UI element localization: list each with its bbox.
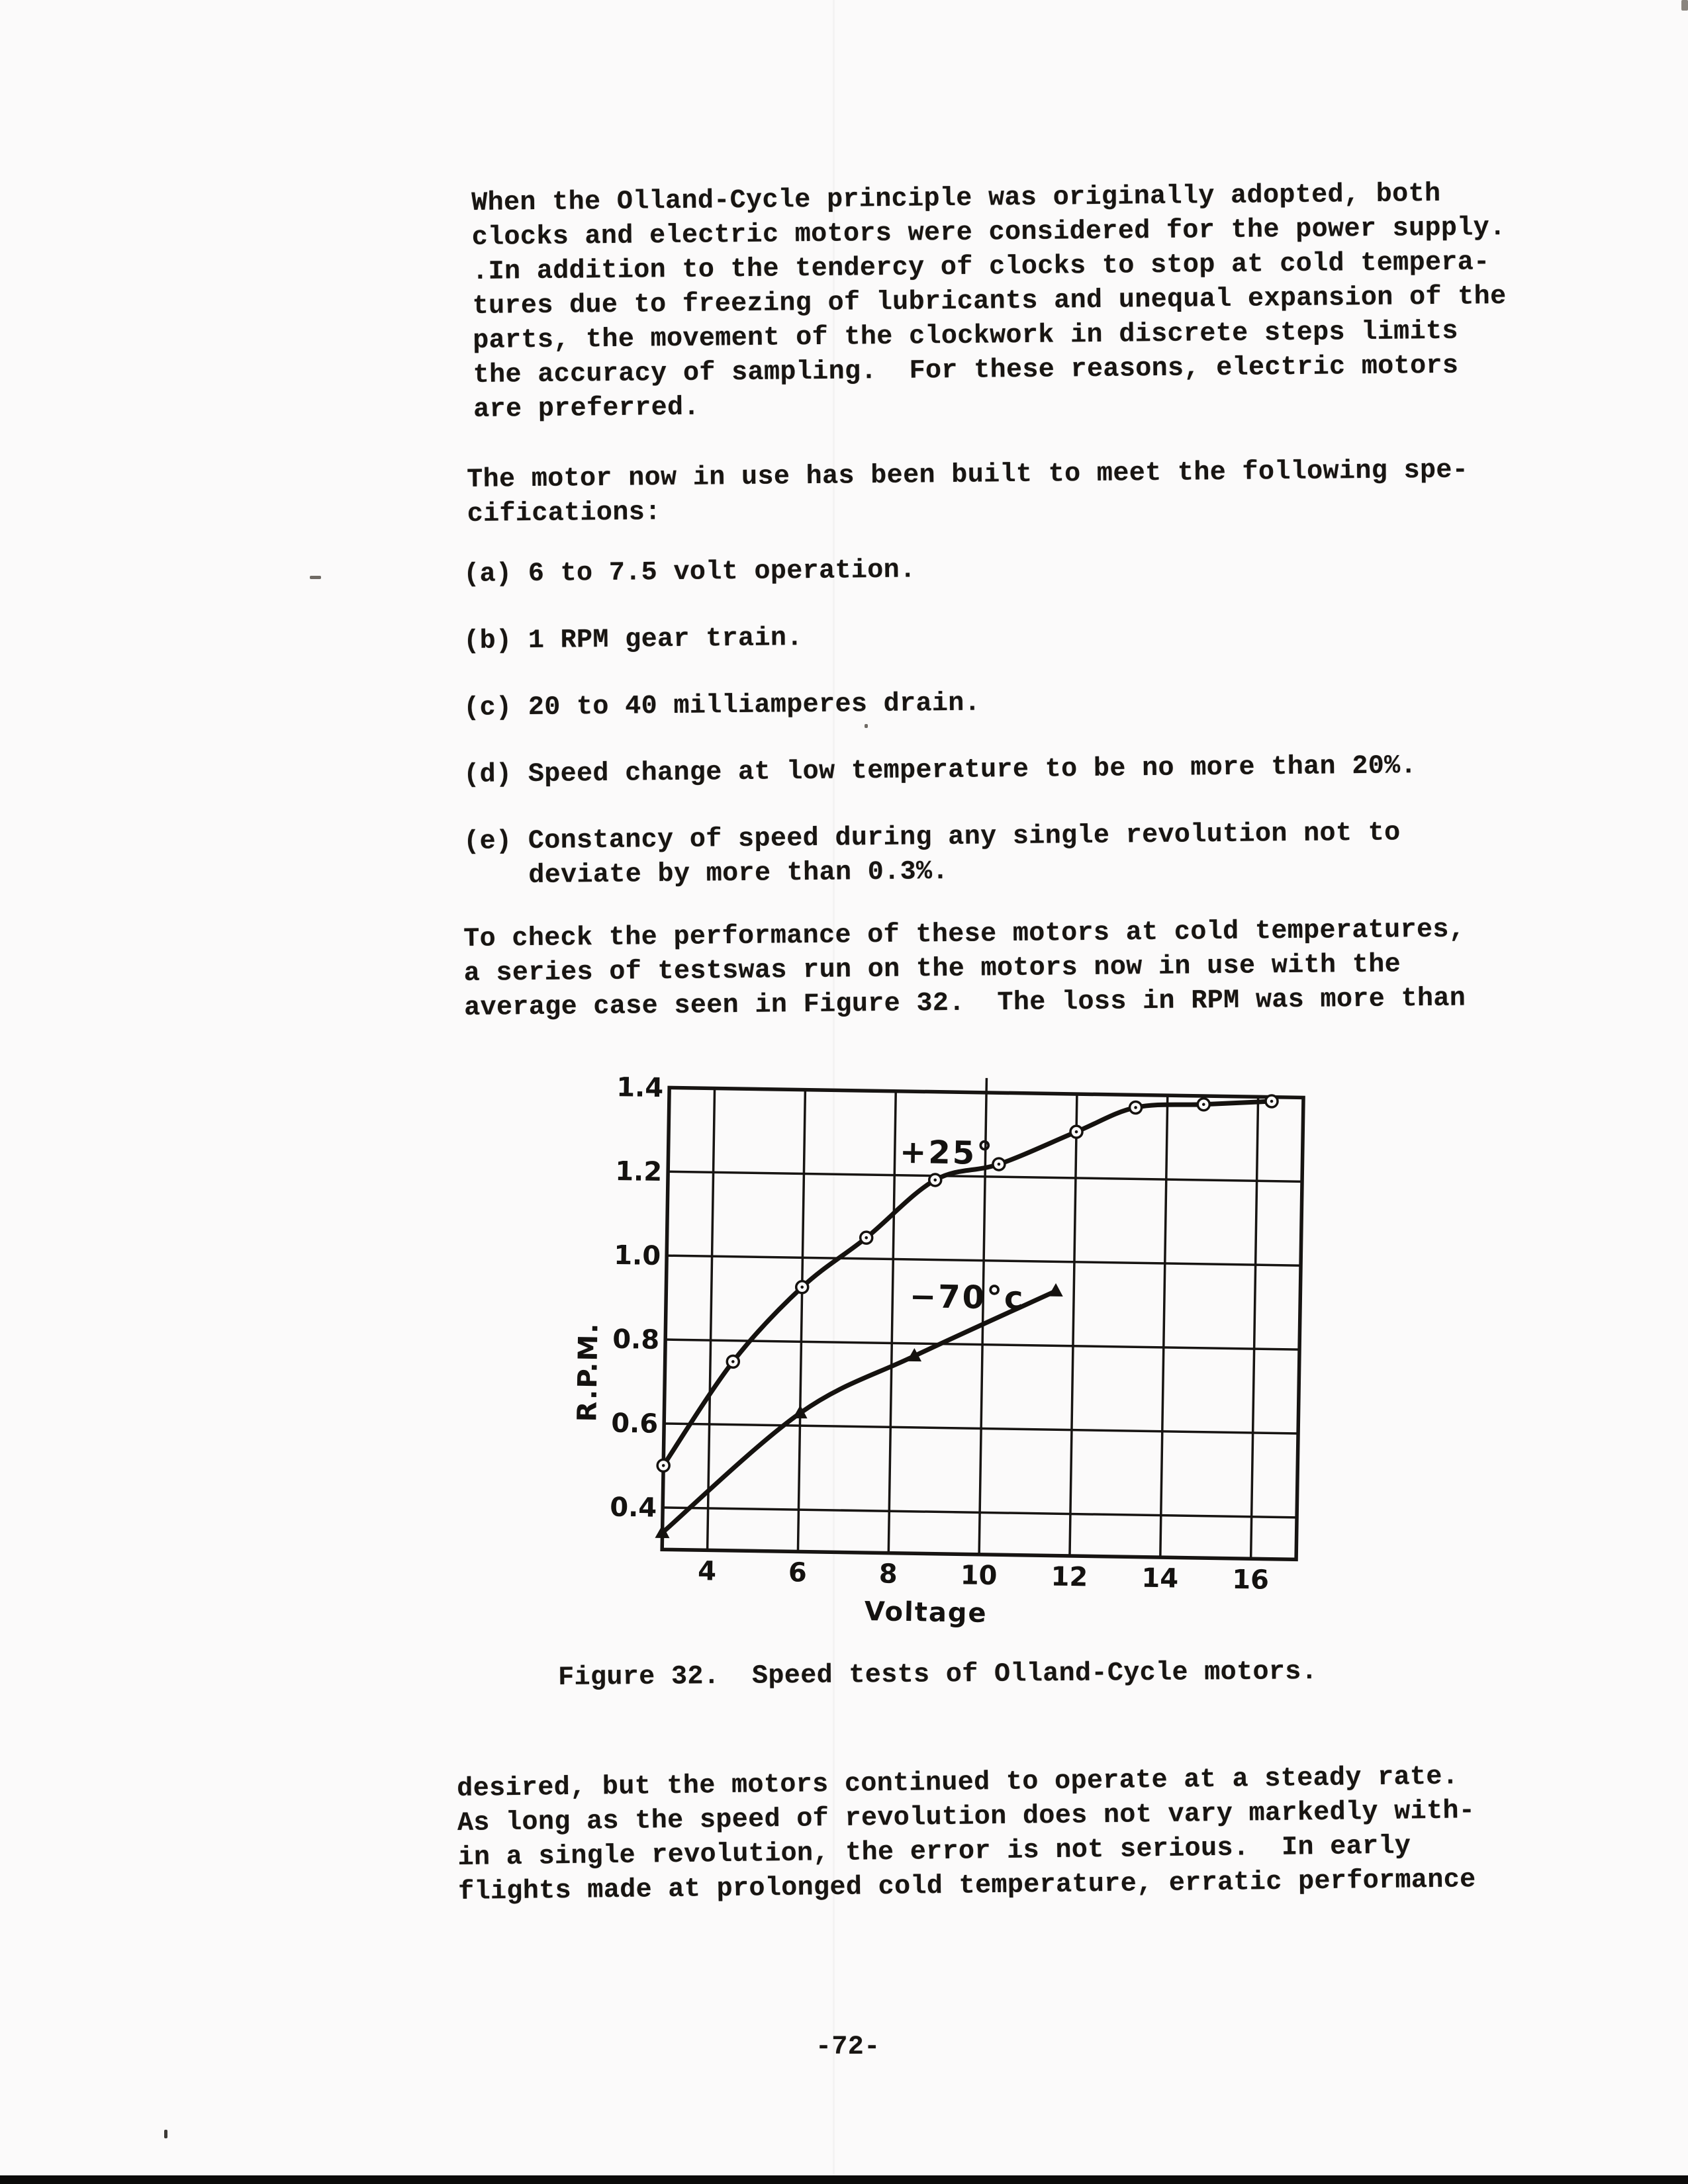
text-line: .In addition to the tendercy of clocks to stop at cold tempera- — [472, 248, 1490, 287]
spec-item-a: (a) 6 to 7.5 volt operation. — [463, 555, 916, 590]
text-line: a series of testswas run on the motors now in use with the — [463, 950, 1401, 989]
text-line: tures due to freezing of lubricants and unequal expansion of the — [472, 282, 1507, 322]
scan-streak — [833, 0, 835, 2184]
gridline-vertical — [888, 1091, 896, 1553]
text-line: As long as the speed of revolution does not vary markedly with- — [457, 1796, 1476, 1839]
text-line: clocks and electric motors were considered for the power supply. — [471, 213, 1506, 253]
gridline-vertical — [708, 1088, 715, 1550]
text-line: parts, the movement of the clockwork in discrete steps limits — [473, 316, 1459, 356]
ink-speck — [865, 724, 868, 728]
text-line: cifications: — [467, 498, 661, 529]
series-label: −70°c — [909, 1278, 1025, 1317]
paragraph-olland-cycle-intro — [471, 177, 1507, 428]
text-line: are preferred. — [473, 392, 700, 425]
gridline-vertical — [1070, 1094, 1077, 1556]
page-number: -72- — [816, 2032, 880, 2062]
figure-caption: Figure 32. Speed tests of Olland-Cycle motors. — [558, 1657, 1318, 1693]
text-line: To check the performance of these motors at cold temperatures, — [463, 915, 1466, 954]
ink-speck — [310, 576, 321, 579]
ink-speck — [164, 2130, 167, 2138]
figure-32-chart — [565, 1052, 1329, 1646]
x-tick-label: 4 — [697, 1556, 717, 1587]
text-line: the accuracy of sampling. For these reasons, electric motors — [473, 351, 1459, 390]
text-line: desired, but the motors continued to operate at a steady rate. — [457, 1762, 1459, 1804]
y-tick-label: 0.8 — [612, 1324, 660, 1355]
series-label: +25° — [899, 1133, 995, 1173]
spec-item-c: (c) 20 to 40 milliamperes drain. — [463, 688, 981, 723]
paragraph-cold-test-intro — [463, 913, 1466, 1026]
x-tick-label: 8 — [878, 1559, 898, 1590]
x-axis-title: Voltage — [864, 1596, 988, 1629]
paragraph-motor-specs-intro — [467, 453, 1469, 532]
y-tick-label: 1.4 — [616, 1072, 664, 1104]
series-curve — [663, 1285, 1056, 1539]
y-axis-title: R.P.M. — [572, 1322, 604, 1422]
text-line: average case seen in Figure 32. The loss in RPM was more than — [464, 983, 1466, 1023]
series-minus70 — [655, 1274, 1063, 1544]
x-tick-label: 6 — [788, 1557, 808, 1588]
y-tick-label: 0.4 — [609, 1492, 657, 1524]
spec-item-e: (e) Constancy of speed during any single revolution not to deviate by more than 0.3%. — [463, 818, 1401, 891]
gridline-vertical — [798, 1090, 805, 1552]
text-line: flights made at prolonged cold temperature, erratic performance — [457, 1865, 1476, 1907]
y-tick-label: 0.6 — [610, 1408, 659, 1439]
x-tick-label: 10 — [960, 1560, 998, 1592]
x-tick-label: 12 — [1051, 1561, 1088, 1593]
gridline-vertical — [1251, 1097, 1258, 1559]
spec-item-d: (d) Speed change at low temperature to be no more than 20%. — [463, 751, 1417, 790]
text-line: in a single revolution, the error is not serious. In early — [457, 1831, 1411, 1873]
x-tick-label: 16 — [1231, 1564, 1270, 1596]
ink-speck — [1681, 0, 1688, 11]
data-point-triangle — [1049, 1283, 1063, 1297]
speed-test-line-chart — [565, 1052, 1329, 1646]
gridline-vertical — [1160, 1095, 1168, 1557]
paragraph-steady-rate — [457, 1760, 1476, 1910]
spec-item-b: (b) 1 RPM gear train. — [463, 623, 803, 657]
scan-bottom-bar — [0, 2175, 1688, 2184]
y-tick-label: 1.0 — [613, 1240, 661, 1272]
x-tick-label: 14 — [1141, 1563, 1179, 1594]
text-line: When the Olland-Cycle principle was originally adopted, both — [471, 179, 1441, 218]
y-tick-label: 1.2 — [614, 1156, 663, 1188]
text-line: The motor now in use has been built to meet the following spe- — [467, 455, 1469, 495]
